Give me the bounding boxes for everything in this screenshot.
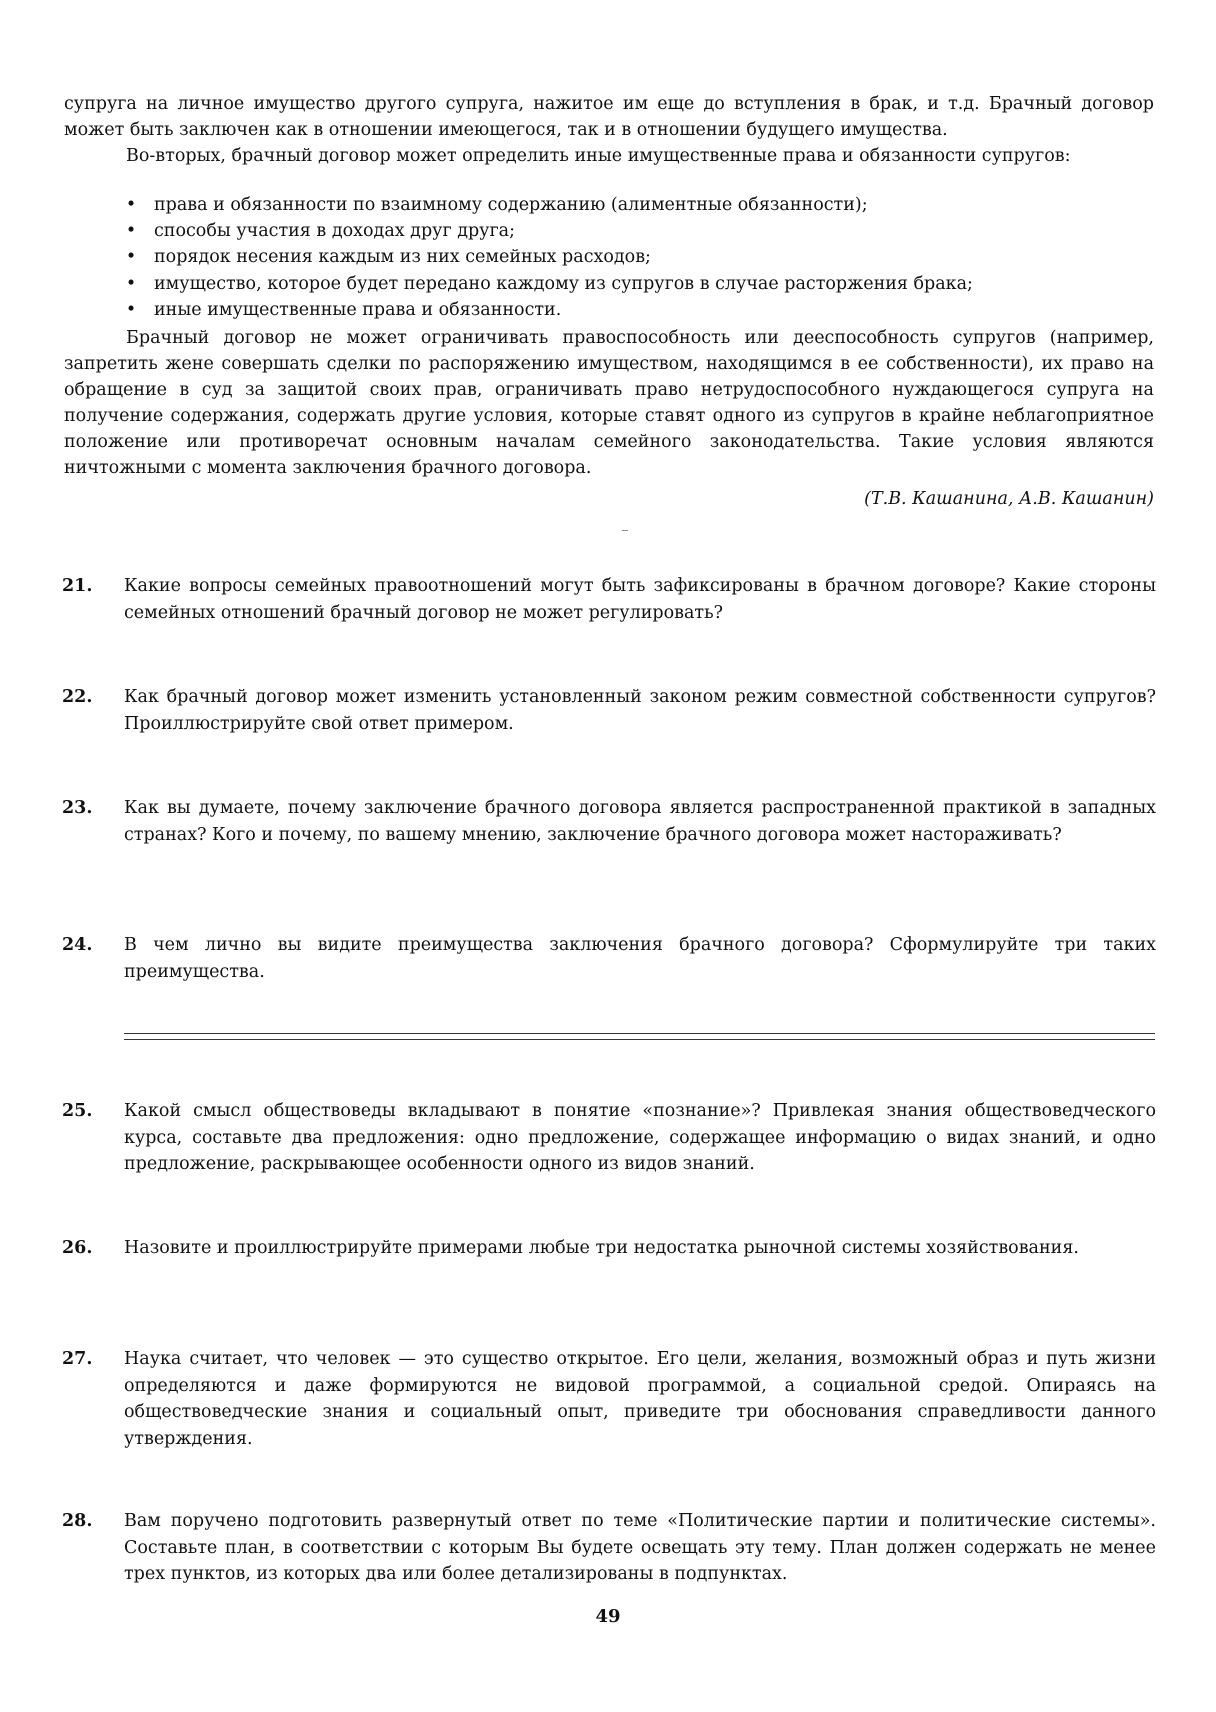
question-25 (62, 1098, 1156, 1178)
question-text: Вам поручено подготовить развернутый ответ по теме «Политические партии и политические системы». Составьте план, в соответствии с которым Вы будете освещать эту тему. План должен содержать не менее трех пунктов, из которых два или более детализированы в подпунктах. (124, 1511, 1156, 1584)
question-text: Какой смысл обществоведы вкладывают в понятие «познание»? Привлекая знания обществоведческого курса, составьте два предложения: одно предложение, содержащее информацию о видах знаний, и одно предложение, раскрывающее особенности одного из видов знаний. (124, 1101, 1156, 1174)
source-signature: (Т.В. Кашанина, А.В. Кашанин) (864, 489, 1154, 509)
intro-paragraph-2: Во-вторых, брачный договор может определить иные имущественные права и обязанности супругов: (126, 146, 1071, 166)
question-text: Как вы думаете, почему заключение брачного договора является распространенной практикой в западных странах? Кого и почему, по вашему мнению, заключение брачного договора может настораживать? (124, 798, 1156, 845)
question-number: 22. (62, 687, 93, 707)
question-text: Как брачный договор может изменить установленный законом режим совместной собственности супругов? Проиллюстрируйте свой ответ примером. (124, 687, 1156, 734)
question-21 (62, 573, 1156, 626)
intro-paragraph-3: Брачный договор не может ограничивать правоспособность или дееспособность супругов (например, запретить жене совершать сделки по распоряжению имуществом, находящимся в ее собственности), их право на обращение в суд за защитой своих прав, ограничивать право нетрудоспособного нуждающегося супруга на получение содержания, содержать другие условия, которые ставят одного из супругов в крайне неблагоприятное положение или противоречат основным началам семейного законодательства. Такие условия являются ничтожными с момента заключения брачного договора. (64, 328, 1154, 478)
question-23 (62, 795, 1156, 848)
section-divider (124, 1033, 1155, 1040)
list-item: • имущество, которое будет передано каждому из супругов в случае расторжения брака; (124, 271, 1154, 297)
list-item: • права и обязанности по взаимному содержанию (алиментные обязанности); (124, 192, 1154, 218)
list-item: • иные имущественные права и обязанности. (124, 297, 1154, 323)
question-text: Какие вопросы семейных правоотношений могут быть зафиксированы в брачном договоре? Какие стороны семейных отношений брачный договор не может регулировать? (124, 576, 1156, 623)
bullet-icon: • (125, 247, 137, 268)
question-28 (62, 1508, 1156, 1588)
question-24 (62, 932, 1156, 985)
question-text: В чем лично вы видите преимущества заключения брачного договора? Сформулируйте три таких преимущества. (124, 935, 1156, 982)
bullet-icon: • (125, 299, 137, 320)
question-26 (62, 1235, 1156, 1262)
question-number: 27. (62, 1349, 93, 1369)
list-item: • способы участия в доходах друг друга; (124, 218, 1154, 244)
intro-paragraph-1: супруга на личное имущество другого супруга, нажитое им еще до вступления в брак, и т.д. Брачный договор может быть заключен как в отношении имеющегося, так и в отношении будущего имущества. (64, 94, 1154, 140)
question-number: 28. (62, 1511, 93, 1531)
question-text: Наука считает, что человек — это существо открытое. Его цели, желания, возможный образ и путь жизни определяются и даже формируются не видовой программой, а социальной средой. Опираясь на обществоведческие знания и социальный опыт, приведите три обоснования справедливости данного утверждения. (124, 1349, 1156, 1449)
question-number: 25. (62, 1101, 93, 1121)
question-number: 26. (62, 1238, 93, 1258)
question-22 (62, 684, 1156, 737)
question-number: 21. (62, 576, 93, 596)
bullet-icon: • (125, 273, 137, 294)
question-text: Назовите и проиллюстрируйте примерами любые три недостатка рыночной системы хозяйствования. (124, 1238, 1079, 1258)
page-number: 49 (595, 1606, 621, 1627)
question-27 (62, 1346, 1156, 1452)
scan-artifact (622, 530, 628, 531)
question-number: 23. (62, 798, 93, 818)
bullet-icon: • (125, 221, 137, 242)
list-item: • порядок несения каждым из них семейных расходов; (124, 244, 1154, 270)
question-number: 24. (62, 935, 93, 955)
bullet-icon: • (125, 195, 137, 215)
rights-bullet-list (124, 192, 1154, 323)
